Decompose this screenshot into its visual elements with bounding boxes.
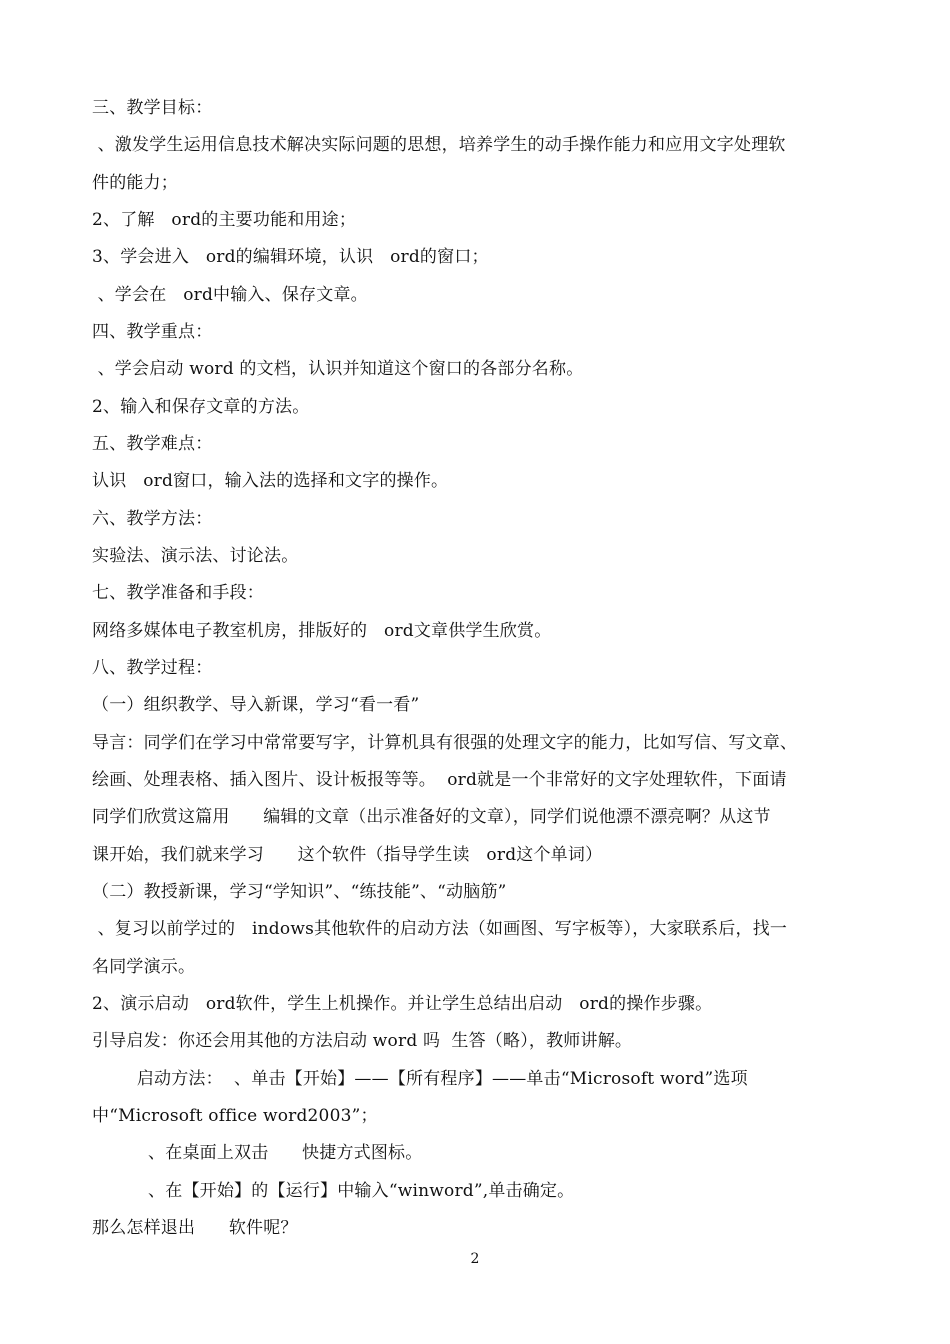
process-step-2-heading: （二）教授新课，学习“学知识”、“练技能”、“动脑筋” xyxy=(92,882,507,902)
teaching-methods-text: 实验法、演示法、讨论法。 xyxy=(92,546,299,566)
introduction-paragraph-line-3: 同学们欣赏这篇用 编辑的文章（出示准备好的文章），同学们说他漂不漂亮啊？从这节 xyxy=(92,807,771,827)
introduction-paragraph-line-1: 导言：同学们在学习中常常要写字，计算机具有很强的处理文字的能力，比如写信、写文章、 xyxy=(92,733,798,753)
objective-item-1: 、激发学生运用信息技术解决实际问题的思想，培养学生的动手操作能力和应用文字处理软 xyxy=(92,135,786,155)
process-step-1-heading: （一）组织教学、导入新课，学习“看一看” xyxy=(92,695,420,715)
exit-question: 那么怎样退出 软件呢？ xyxy=(92,1218,298,1238)
review-item-line-2: 名同学演示。 xyxy=(92,957,196,977)
heading-key-points: 四、教学重点： xyxy=(92,322,213,342)
objective-item-3: 3、学会进入 ord的编辑环境，认识 ord的窗口； xyxy=(92,247,489,267)
review-item-line-1: 、复习以前学过的 indows其他软件的启动方法（如画图、写字板等），大家联系后，找一 xyxy=(92,919,788,939)
key-point-item-2: 2、输入和保存文章的方法。 xyxy=(92,397,310,417)
introduction-paragraph-line-4: 课开始，我们就来学习 这个软件（指导学生读 ord这个单词） xyxy=(92,845,603,865)
heading-preparation: 七、教学准备和手段： xyxy=(92,583,264,603)
heading-difficulties: 五、教学难点： xyxy=(92,434,213,454)
page-number: 2 xyxy=(470,1251,480,1267)
heading-teaching-objectives: 三、教学目标： xyxy=(92,98,213,118)
startup-method-2: 、在桌面上双击 快捷方式图标。 xyxy=(92,1143,423,1163)
demo-item: 2、演示启动 ord软件，学生上机操作。并让学生总结出启动 ord的操作步骤。 xyxy=(92,994,713,1014)
heading-teaching-methods: 六、教学方法： xyxy=(92,509,213,529)
guidance-text: 引导启发：你还会用其他的方法启动 word 吗 生答（略），教师讲解。 xyxy=(92,1031,633,1051)
introduction-paragraph-line-2: 绘画、处理表格、插入图片、设计板报等等。 ord就是一个非常好的文字处理软件，下面请 xyxy=(92,770,787,790)
startup-method-3: 、在【开始】的【运行】中输入“winword”,单击确定。 xyxy=(92,1181,575,1201)
objective-item-4: 、学会在 ord中输入、保存文章。 xyxy=(92,285,368,305)
heading-teaching-process: 八、教学过程： xyxy=(92,658,213,678)
objective-item-1-continued: 件的能力； xyxy=(92,173,178,193)
startup-method-1-line-1: 启动方法： 、单击【开始】——【所有程序】——单击“Microsoft word”选项 xyxy=(92,1069,748,1089)
difficulty-text: 认识 ord窗口，输入法的选择和文字的操作。 xyxy=(92,471,449,491)
objective-item-2: 2、了解 ord的主要功能和用途； xyxy=(92,210,357,230)
key-point-item-1: 、学会启动 word 的文档，认识并知道这个窗口的各部分名称。 xyxy=(92,359,584,379)
startup-method-1-line-2: 中“Microsoft office word2003”； xyxy=(92,1106,378,1126)
preparation-text: 网络多媒体电子教室机房，排版好的 ord文章供学生欣赏。 xyxy=(92,621,552,641)
